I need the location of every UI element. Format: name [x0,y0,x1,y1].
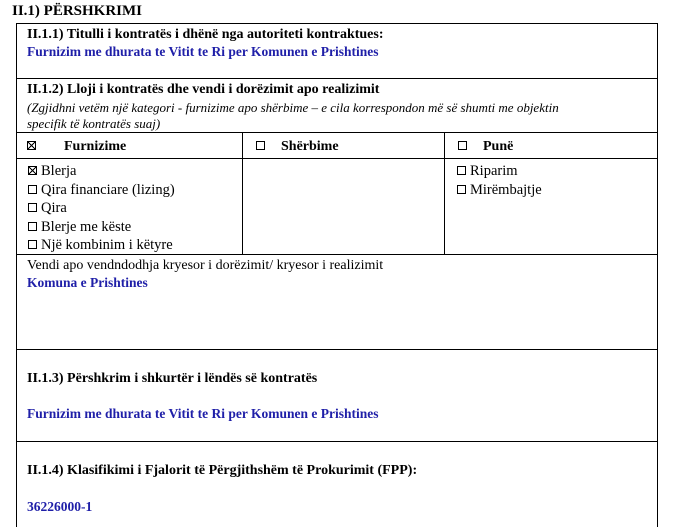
sherbime-label: Shërbime [281,139,339,154]
table-right-border [657,23,658,527]
blerja-checkbox-icon[interactable] [28,166,37,175]
s113-value: Furnizim me dhurata te Vitit te Ri per Komunen e Prishtines [27,406,379,421]
pune-options [457,162,542,199]
category-sherbime[interactable] [256,137,339,155]
s111-value: Furnizim me dhurata te Vitit te Ri per Komunen e Prishtines [27,44,379,59]
location-value: Komuna e Prishtines [27,275,148,290]
divider-s111 [16,78,657,79]
divider-categories-top [16,132,657,133]
category-pune[interactable] [458,137,513,155]
furnizime-label: Furnizime [64,139,127,154]
s111-heading: II.1.1) Titulli i kontratës i dhënë nga autoriteti kontraktues: [27,27,384,42]
column-divider-2 [444,132,445,254]
option-label: Qira [41,200,67,216]
option-riparim[interactable] [457,162,542,181]
nje-kombinim-checkbox-icon[interactable] [28,240,37,249]
section-title: II.1) PËRSHKRIMI [12,3,143,19]
option-qira-financiare[interactable] [28,181,175,200]
divider-location [16,349,657,350]
pune-checkbox-icon[interactable] [458,141,467,150]
option-label: Një kombinim i këtyre [41,237,173,253]
pune-label: Punë [483,139,514,154]
fpp-code: 36226000-1 [27,499,93,514]
s114-heading: II.1.4) Klasifikimi i Fjalorit të Përgjithshëm të Prokurimit (FPP): [27,463,418,478]
option-mirembajtje[interactable] [457,181,542,200]
blerje-me-keste-checkbox-icon[interactable] [28,222,37,231]
furnizime-options [28,162,175,255]
option-blerja[interactable] [28,162,175,181]
option-nje-kombinim[interactable] [28,236,175,255]
divider-s113 [16,441,657,442]
option-qira[interactable] [28,199,175,218]
qira-checkbox-icon[interactable] [28,203,37,212]
sherbime-checkbox-icon[interactable] [256,141,265,150]
option-label: Mirëmbajtje [470,181,542,198]
column-divider-1 [242,132,243,254]
option-label: Riparim [470,163,518,179]
table-left-border [16,23,17,527]
s112-note-line1: (Zgjidhni vetëm një kategori - furnizime apo shërbime – e cila korrespondon më së shumti me objektin [27,100,559,115]
furnizime-checkbox-icon[interactable] [27,141,36,150]
location-label: Vendi apo vendndodhja kryesor i dorëzimit/ kryesor i realizimit [27,258,384,273]
s113-heading: II.1.3) Përshkrim i shkurtër i lëndës së kontratës [27,371,318,386]
option-blerje-me-keste[interactable] [28,218,175,237]
category-furnizime[interactable] [27,137,126,155]
mirembajtje-checkbox-icon[interactable] [457,185,466,194]
option-label: Qira financiare (lizing) [41,181,175,198]
qira-financiare-checkbox-icon[interactable] [28,185,37,194]
divider-categories-bottom [16,158,657,159]
s112-heading: II.1.2) Lloji i kontratës dhe vendi i dorëzimit apo realizimit [27,82,380,97]
option-label: Blerja [41,163,77,179]
s112-note-line2: specifik të kontratës suaj) [27,116,161,131]
option-label: Blerje me këste [41,218,132,235]
riparim-checkbox-icon[interactable] [457,166,466,175]
table-top-border [16,23,657,24]
